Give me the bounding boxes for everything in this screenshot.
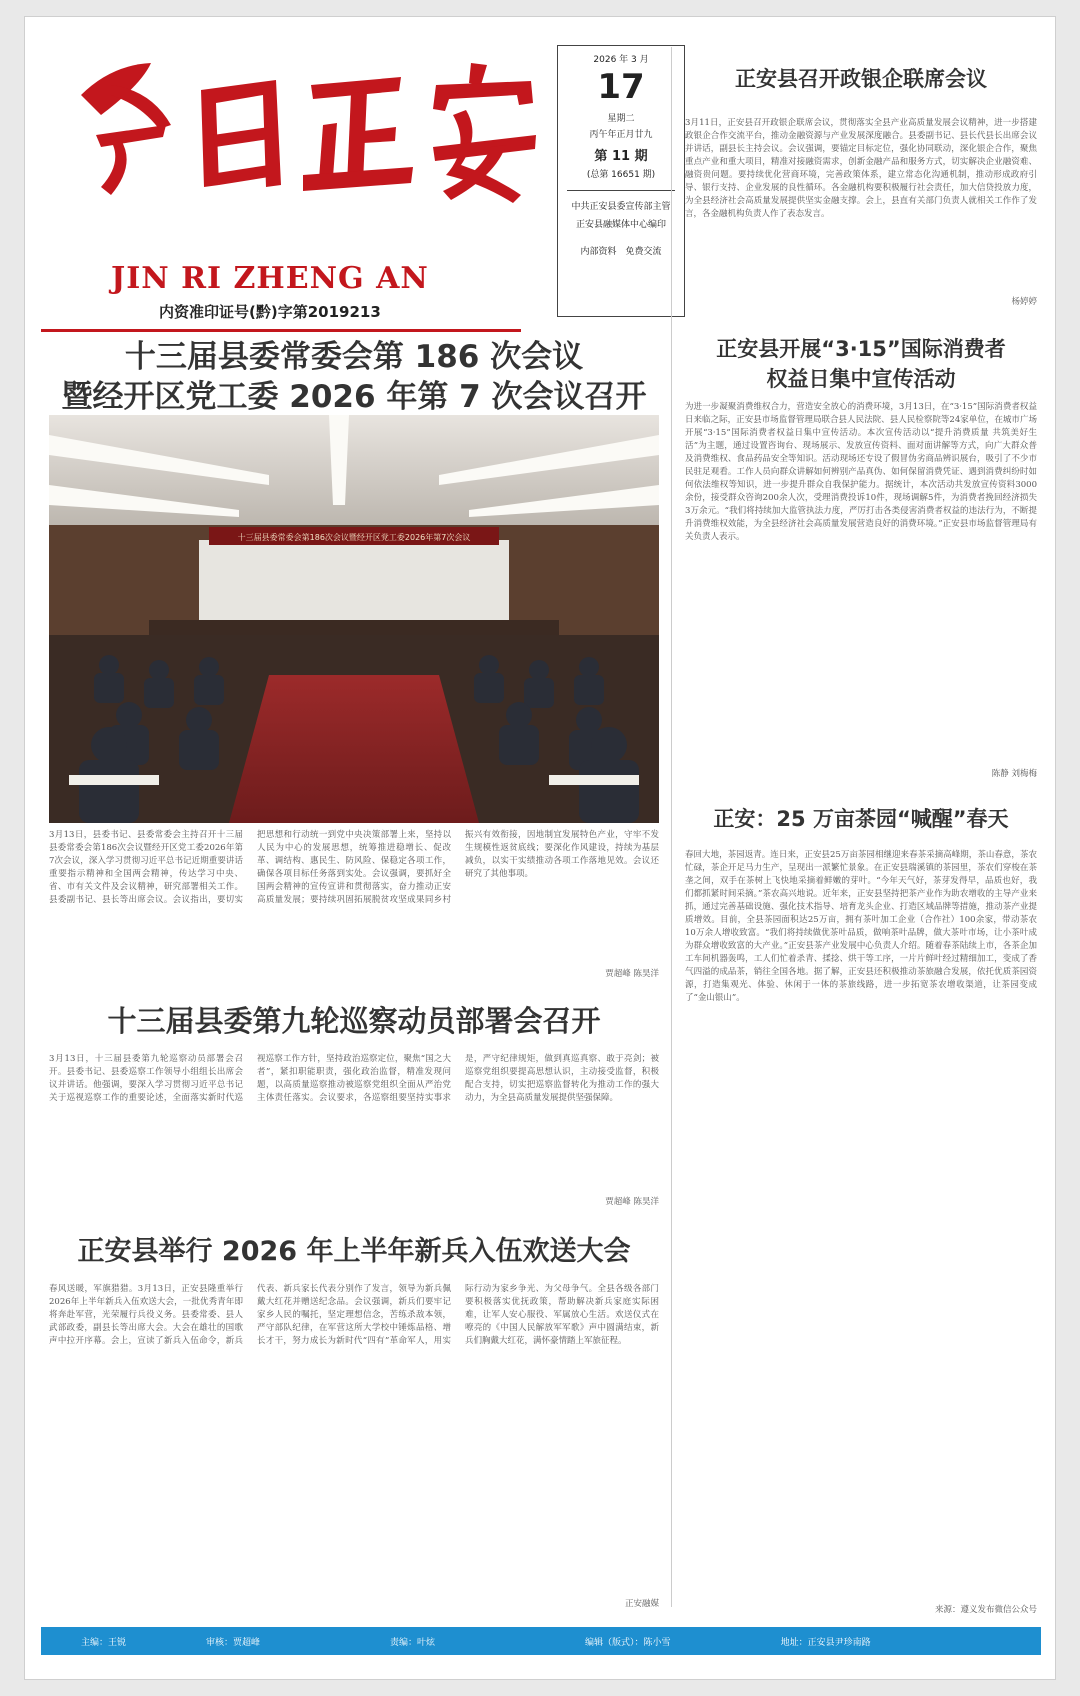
article-body-recruit-sendoff: 春风送暖，军旗猎猎。3月13日，正安县隆重举行2026年上半年新兵入伍欢送大会，一批优秀青年即将奔赴军营，光荣履行兵役义务。县委常委、县人武部政委，副县长等出席大会。大会在雄壮的国歌声中拉开序幕。会上，宣读了新兵入伍命令，新兵代表、新兵家长代表分别作了发言，领导为新兵佩戴大红花并赠送纪念品。会议强调，新兵们要牢记家乡人民的嘱托，坚定理想信念，苦练杀敌本领，严守部队纪律，在军营这所大学校中锤炼品格、增长才干，努力成长为新时代“四有”革命军人，用实际行动为家乡争光、为父母争气。全县各级各部门要积极落实优抚政策，帮助解决新兵家庭实际困难，让军人安心服役、军属放心生活。欢送仪式在嘹亮的《中国人民解放军军歌》声中圆满结束，新兵们胸戴大红花，满怀豪情踏上军旅征程。 bbox=[49, 1284, 659, 1346]
footer-address: 地址：正安县尹珍南路 bbox=[780, 1637, 871, 1648]
footer-bar bbox=[41, 1627, 1041, 1655]
article-body-tea-garden: 春回大地，茶园返青。连日来，正安县25万亩茶园相继迎来春茶采摘高峰期，茶山春意，茶农忙碌，茶企开足马力生产，呈现出一派繁忙景象。在正安县瑞溪镇的茶园里，茶农们穿梭在茶垄之间，双手在茶树上飞快地采摘着鲜嫩的芽叶。“今年天气好，茶芽发得早，品质也好，我们都抓紧时间采摘。”茶农高兴地说。近年来，正安县坚持把茶产业作为助农增收的主导产业来抓，通过完善基础设施、强化技术指导、培育龙头企业、打造区域品牌等措施，推动茶产业提质增效。目前，全县茶园面积达25万亩，拥有茶叶加工企业（合作社）100余家，带动茶农10万余人增收致富。“我们将持续做优茶叶品质，做响茶叶品牌，做大茶叶市场，让小茶叶成为群众增收致富的大产业。”正安县茶产业发展中心负责人介绍。随着春茶陆续上市，各茶企加工车间机器轰鸣，工人们忙着杀青、揉捻、烘干等工序，一片片鲜叶经过精细加工，变成了香气四溢的成品茶，销往全国各地。据了解，正安县还积极推动茶旅融合发展，依托优质茶园资源，打造集观光、体验、休闲于一体的茶旅线路，进一步拓宽茶农增收渠道，让茶园变成了“金山银山”。 bbox=[685, 850, 1037, 1003]
article-byline-standing-committee: 贾超峰 陈昊洋 bbox=[605, 969, 659, 979]
footer-reviewer: 审核：贾超峰 bbox=[206, 1637, 261, 1648]
meeting-banner-text: 十三届县委常委会第186次会议暨经开区党工委2026年第7次会议 bbox=[237, 533, 471, 542]
article-title-consumer-day: 正安县开展“3·15”国际消费者 bbox=[716, 337, 1006, 361]
issue-year-month: 2026 年 3 月 bbox=[593, 55, 649, 65]
footer-duty-editor: 责编：叶炫 bbox=[390, 1637, 436, 1648]
article-byline-bank-meeting: 杨婷婷 bbox=[1011, 297, 1037, 307]
issue-info-box bbox=[557, 45, 685, 317]
publication-permit: 内资准印证号(黔)字第2019213 bbox=[159, 303, 381, 321]
footer-editor: 主编：王锐 bbox=[81, 1637, 127, 1648]
datebox-divider bbox=[567, 190, 675, 191]
meeting-photo-illustration bbox=[49, 415, 659, 823]
issue-sponsor: 中共正安县委宣传部主管 bbox=[571, 202, 671, 212]
issue-publisher: 正安县融媒体中心编印 bbox=[575, 220, 666, 230]
article-body-consumer-day: 为进一步凝聚消费维权合力，营造安全放心的消费环境，3月13日，在“3·15”国际消费者权益日来临之际，正安县市场监督管理局联合县人民法院、县人民检察院等24家单位，在城市广场开展“3·15”国际消费者权益日集中宣传活动。本次宣传活动以“提升消费质量 共筑美好生活”为主题，通过设置咨询台、现场展示、发放宣传资料、面对面讲解等方式，向广大群众普及消费维权、食品药品安全等知识。活动现场还专设了假冒伪劣商品辨识展台，吸引了不少市民驻足观看。工作人员向群众讲解如何辨别产品真伪、如何保留消费凭证、遇到消费纠纷时如何依法维权等知识，进一步提升群众自我保护能力。据统计，本次活动共发放宣传资料3000余份，接受群众咨询200余人次，受理消费投诉10件，现场调解5件，为消费者挽回经济损失3万余元。“我们将持续加大监管执法力度，严厉打击各类侵害消费者权益的违法行为，不断提升消费维权效能，为全县经济社会高质量发展营造良好的消费环境。”正安县市场监督管理局有关负责人表示。 bbox=[685, 402, 1037, 542]
article-title-bank-meeting: 正安县召开政银企联席会议 bbox=[735, 67, 987, 91]
masthead-pinyin: JIN RI ZHENG AN bbox=[111, 261, 429, 296]
newspaper-logo bbox=[41, 55, 541, 205]
issue-total-number: (总第 16651 期) bbox=[586, 170, 656, 180]
headline-standing-committee-line2: 暨经开区党工委 2026 年第 7 次会议召开 bbox=[61, 379, 647, 415]
issue-internal-note: 内部资料 免费交流 bbox=[580, 247, 662, 257]
article-title-consumer-day-line2: 权益日集中宣传活动 bbox=[766, 367, 956, 391]
article-byline-consumer-day: 陈静 刘梅梅 bbox=[991, 769, 1037, 779]
article-body-standing-committee: 3月13日，县委书记、县委常委会主持召开十三届县委常委会第186次会议暨经开区党工委2026年第7次会议，深入学习贯彻习近平总书记近期重要讲话重要指示精神和全国两会精神，传达学习中央、省、市有关文件及会议精神，研究部署相关工作。县委副书记、县长等出席会议。会议指出，要切实把思想和行动统一到党中央决策部署上来，坚持以人民为中心的发展思想，统筹推进稳增长、促改革、调结构、惠民生、防风险、保稳定各项工作，确保各项目标任务落到实处。会议强调，要抓好全国两会精神的宣传宣讲和贯彻落实，奋力推动正安高质量发展；要持续巩固拓展脱贫攻坚成果同乡村振兴有效衔接，因地制宜发展特色产业，守牢不发生规模性返贫底线；要深化作风建设，持续为基层减负，以实干实绩推动各项工作落地见效。会议还研究了其他事项。 bbox=[49, 830, 659, 905]
article-byline-tea-garden: 来源：遵义发布微信公众号 bbox=[934, 1605, 1037, 1615]
headline-standing-committee: 十三届县委常委会第 186 次会议 bbox=[124, 339, 584, 375]
article-byline-recruit-sendoff: 正安融媒 bbox=[624, 1599, 659, 1609]
column-divider bbox=[671, 47, 672, 1607]
issue-lunar-date: 丙午年正月廿九 bbox=[589, 130, 653, 140]
meeting-photo bbox=[49, 415, 659, 823]
headline-recruit-sendoff: 正安县举行 2026 年上半年新兵入伍欢送大会 bbox=[77, 1236, 631, 1267]
issue-day: 17 bbox=[597, 67, 645, 107]
masthead bbox=[41, 33, 541, 333]
article-byline-inspection: 贾超峰 陈昊洋 bbox=[605, 1197, 659, 1207]
footer-layout-editor: 编辑（版式）：陈小雪 bbox=[585, 1637, 671, 1648]
article-title-tea-garden: 正安：25 万亩茶园“喊醒”春天 bbox=[713, 807, 1009, 831]
issue-number: 第 11 期 bbox=[594, 149, 648, 164]
headline-inspection: 十三届县委第九轮巡察动员部署会召开 bbox=[107, 1004, 601, 1038]
article-body-bank-meeting: 3月11日，正安县召开政银企联席会议，贯彻落实全县产业高质量发展会议精神，进一步搭建政银企合作交流平台，推动金融资源与产业发展深度融合。县委副书记、县长代县长出席会议并讲话，副县长主持会议。会议强调，要锚定目标定位，强化协同联动，深化银企合作，聚焦重点产业和重大项目，精准对接融资需求，创新金融产品和服务方式，切实解决企业融资难、融资贵问题。要持续优化营商环境，完善政策体系，建立常态化沟通机制，推动形成政府引导、银行支持、企业发展的良性循环。各金融机构要积极履行社会责任，加大信贷投放力度，为全县经济社会高质量发展提供坚实金融支撑。会上，县直有关部门负责人就相关工作作了发言，各金融机构负责人作了表态发言。 bbox=[685, 118, 1037, 219]
issue-weekday: 星期二 bbox=[607, 114, 635, 124]
article-body-inspection: 3月13日，十三届县委第九轮巡察动员部署会召开。县委书记、县委巡察工作领导小组组长出席会议并讲话。他强调，要深入学习贯彻习近平总书记关于巡视巡察工作的重要论述，全面落实新时代巡视巡察工作方针，坚持政治巡察定位，聚焦“国之大者”，紧扣职能职责，强化政治监督，精准发现问题，以高质量巡察推动被巡察党组织全面从严治党主体责任落实。会议要求，各巡察组要坚持实事求是，严守纪律规矩，做到真巡真察、敢于亮剑；被巡察党组织要提高思想认识，主动接受监督，积极配合支持，切实把巡察监督转化为推动工作的强大动力，为全县高质量发展提供坚强保障。 bbox=[49, 1054, 659, 1103]
newspaper-page bbox=[24, 16, 1056, 1680]
